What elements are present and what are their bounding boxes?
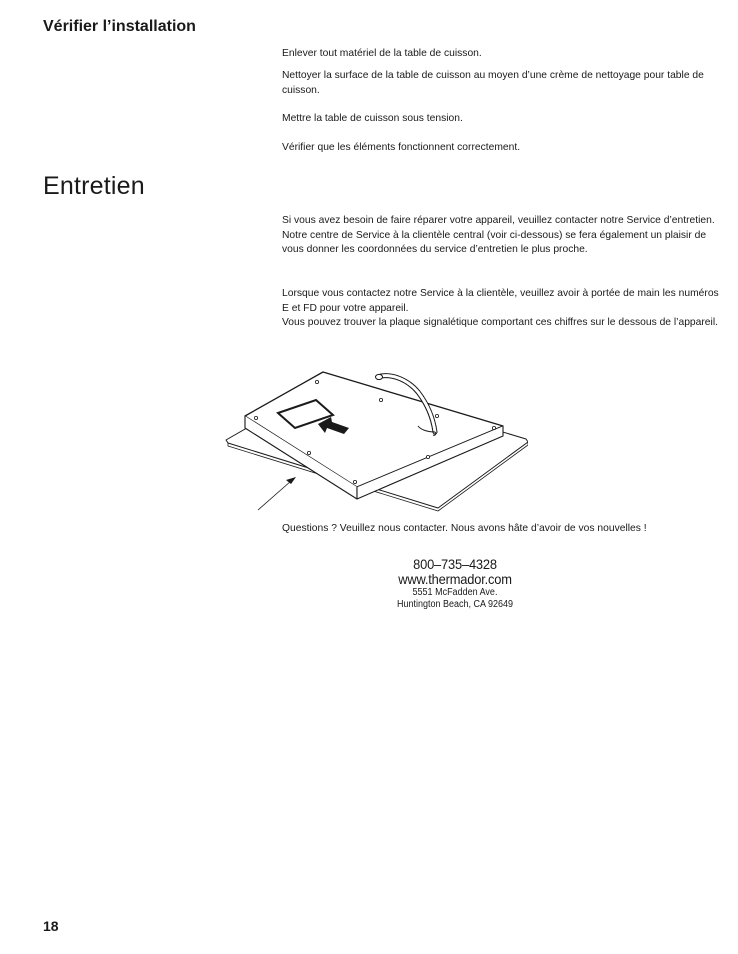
contact-address-line2: Huntington Beach, CA 92649 (396, 599, 514, 610)
section-heading-install: Vérifier l’installation (43, 18, 196, 35)
contact-website[interactable]: www.thermador.com (398, 571, 512, 587)
cooktop-underside-illustration (223, 360, 528, 512)
install-step-2: Nettoyer la surface de la table de cuisson au moyen d’une crème de nettoyage pour table de cuisson. (282, 70, 704, 96)
leader-line (258, 481, 291, 510)
install-step-3: Mettre la table de cuisson sous tension. (282, 113, 463, 124)
service-paragraph-1: Si vous avez besoin de faire réparer votre appareil, veuillez contacter notre Service d’entretien. Notre centre de Service à la clientèle central (voir ci-dessous) se fera également un plaisir de vous donner les coordonnées du service d’entretien le plus proche. (282, 215, 715, 256)
install-step-4: Vérifier que les éléments fonctionnent correctement. (282, 142, 521, 153)
questions-line: Questions ? Veuillez nous contacter. Nous avons hâte d’avoir de vos nouvelles ! (282, 523, 647, 534)
contact-address-line1: 5551 McFadden Ave. (412, 587, 498, 598)
install-step-1: Enlever tout matériel de la table de cuisson. (282, 48, 482, 59)
service-paragraph-2a: Lorsque vous contactez notre Service à la clientèle, veuillez avoir à portée de main les numéros E et FD pour votre appareil. (282, 288, 719, 314)
page-number: 18 (43, 918, 59, 934)
section-heading-service: Entretien (43, 172, 145, 200)
contact-phone: 800–735–4328 (413, 556, 497, 572)
service-paragraph-2b: Vous pouvez trouver la plaque signalétique comportant ces chiffres sur le dessous de l’appareil. (282, 317, 718, 328)
